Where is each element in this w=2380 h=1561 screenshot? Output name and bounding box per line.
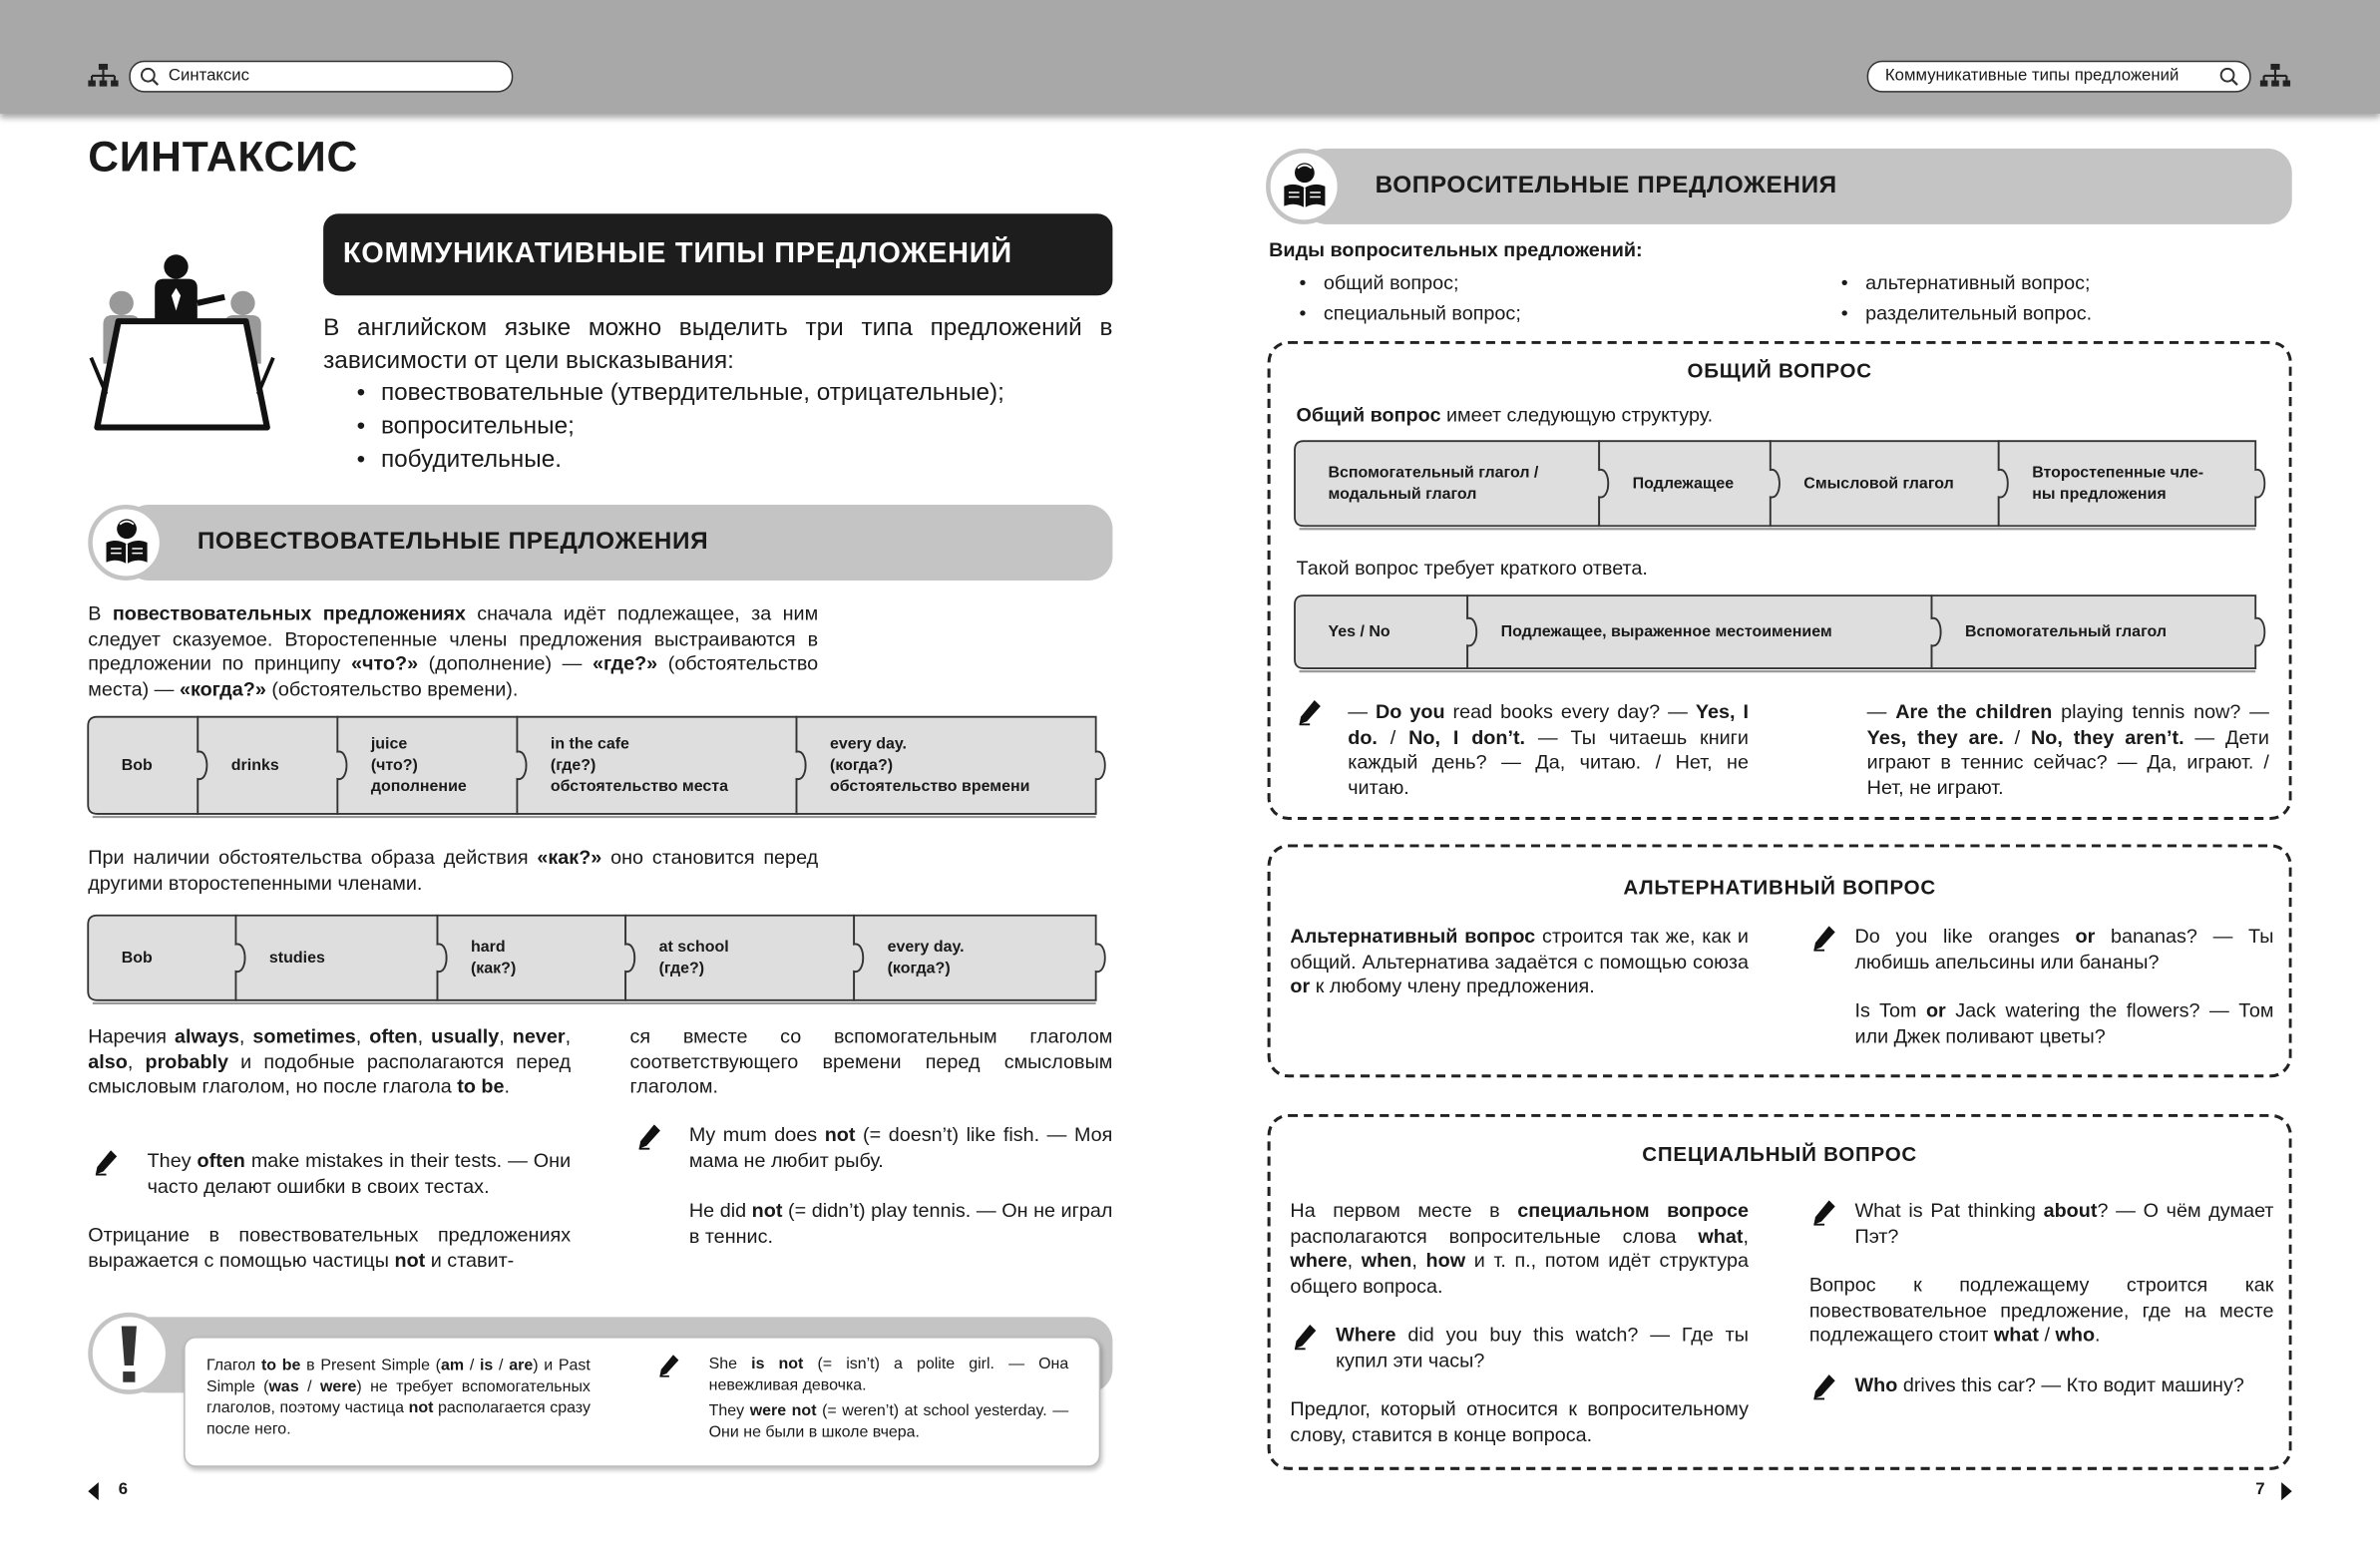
sentence-chain <box>88 715 1114 815</box>
meeting-table-illustration <box>85 251 279 436</box>
pen-icon <box>1809 925 1836 952</box>
section-title-declarative: ПОВЕСТВОВАТЕЛЬНЫЕ ПРЕДЛОЖЕНИЯ <box>125 505 1113 581</box>
chain-label: studies <box>268 949 325 968</box>
pen-icon <box>1809 1373 1836 1400</box>
chain-label: Второстепенные чле- ны предложения <box>2032 463 2204 504</box>
list-item: • общий вопрос; <box>1297 268 1753 298</box>
chain-label: hard (как?) <box>470 938 517 978</box>
sitemap-icon[interactable] <box>88 64 118 88</box>
chain-label: Вспомогательный глагол / модальный глагол <box>1328 463 1539 504</box>
pen-icon <box>655 1354 679 1377</box>
chain-label: Bob <box>121 756 153 775</box>
page-title: СИНТАКСИС <box>88 133 358 181</box>
page-number: 7 <box>2255 1480 2265 1499</box>
chain-label: at school (где?) <box>658 938 729 978</box>
search-icon <box>2219 67 2239 87</box>
special-example-who: Who drives this car? — Кто водит машину? <box>1854 1372 2244 1396</box>
alternative-text: Альтернативный вопрос строится так же, как и общий. Альтернатива задаётся с помощью союза or к любому члену предложения. <box>1290 924 1749 997</box>
reader-icon-circle <box>88 505 164 581</box>
chain-label: Подлежащее, выраженное местоимением <box>1500 622 1832 641</box>
chain-label: every day. (когда?) <box>887 938 965 978</box>
sentence-chain <box>88 914 1114 1001</box>
search-input-right[interactable] <box>1867 61 2251 93</box>
negation-paragraph: Отрицание в повествовательных предложениях выражается с помощью частицы not и ставит- <box>88 1223 572 1272</box>
reading-person-icon <box>102 517 152 567</box>
declarative-paragraph-1: В повествовательных предложениях сначала идёт подлежащее, за ним следует сказуемое. Второстепенные члены предложения выстраиваются в предложении по принципу «что?» (дополнение) — «где?» (обстоятельство места) — «когда?» (обстоятельство времени). <box>88 601 819 700</box>
search-text-right: Коммуникативные типы предложений <box>1884 66 2180 86</box>
list-item: • специальный вопрос; <box>1297 298 1753 328</box>
question-kinds-list-1 <box>1297 268 1753 329</box>
box-title: АЛЬТЕРНАТИВНЫЙ ВОПРОС <box>1623 876 1936 900</box>
reading-person-icon <box>1280 161 1330 210</box>
chain-label: drinks <box>230 756 279 775</box>
list-item: • повествовательные (утвердительные, отрицательные); <box>354 377 1113 410</box>
question-chain <box>1295 440 2273 528</box>
example-often: They often make mistakes in their tests. — Они часто делают ошибки в своих тестах. <box>147 1148 572 1197</box>
example-not-2: He did not (= didn’t) play tennis. — Он не играл в теннис. <box>688 1198 1113 1247</box>
pen-icon <box>1809 1199 1836 1226</box>
special-example-where: Where did you buy this watch? — Где ты купил эти часы? <box>1336 1323 1749 1371</box>
prev-page-arrow-icon[interactable] <box>88 1482 99 1500</box>
pen-icon <box>1290 1323 1317 1350</box>
chain-label: Yes / No <box>1328 622 1390 641</box>
example-not-1: My mum does not (= doesn’t) like fish. — Моя мама не любит рыбу. <box>688 1122 1113 1171</box>
chain-label: juice (что?) дополнение <box>370 734 467 796</box>
negation-continued: ся вместе со вспомогательным глаголом соответствующего времени перед смысловым глаголом. <box>629 1024 1113 1098</box>
pen-icon <box>1295 698 1322 725</box>
chain-label: Bob <box>121 949 153 968</box>
alternative-example-1: Do you like oranges or bananas? — Ты любишь апельсины или бананы? <box>1854 924 2274 973</box>
sentence-types-list <box>354 377 1113 477</box>
top-toolbar <box>0 0 2380 114</box>
list-item: • вопросительные; <box>354 411 1113 444</box>
answer-chain <box>1295 594 2273 670</box>
box-title: ОБЩИЙ ВОПРОС <box>1687 359 1872 382</box>
search-icon <box>140 67 160 87</box>
pen-icon <box>91 1149 118 1176</box>
general-example-1: — Do you read books every day? — Yes, I do. / No, I don’t. — Ты читаешь книги каждый день? — Да, читаю. / Нет, не читаю. <box>1348 699 1749 798</box>
short-answer-text: Такой вопрос требует краткого ответа. <box>1296 556 1648 580</box>
section-title-communicative: КОММУНИКАТИВНЫЕ ТИПЫ ПРЕДЛОЖЕНИЙ <box>323 213 1112 295</box>
note-text: Глагол to be в Present Simple (am / is / are) и Past Simple (was / were) не требует вспомогательных глаголов, поэтому частица not располагается сразу после него. <box>205 1356 591 1438</box>
preposition-text: Предлог, который относится к вопросительному слову, ставится в конце вопроса. <box>1290 1396 1749 1445</box>
question-kinds-label: Виды вопросительных предложений: <box>1269 237 1643 261</box>
chain-label: every day. (когда?) обстоятельство времени <box>830 734 1030 796</box>
search-input-left[interactable] <box>129 61 513 93</box>
question-kinds-list-2 <box>1838 268 2292 329</box>
section-title-interrogative: ВОПРОСИТЕЛЬНЫЕ ПРЕДЛОЖЕНИЯ <box>1303 149 2292 224</box>
chain-label: in the cafe (где?) обстоятельство места <box>550 734 729 796</box>
special-text: На первом месте в специальном вопросе располагаются вопросительные слова what, where, when, how и т. п., потом идёт структура общего вопроса. <box>1290 1198 1749 1297</box>
exclamation-icon <box>119 1326 140 1383</box>
chain-label: Смысловой глагол <box>1803 474 1954 493</box>
pen-icon <box>634 1123 661 1150</box>
general-example-2: — Are the children playing tennis now? — Yes, they are. / No, they aren’t. — Дети играют в теннис сейчас? — Да, играют. / Нет, не играют. <box>1866 699 2269 798</box>
adverbs-paragraph: Наречия always, sometimes, often, usually, never, also, probably и подобные располагаются перед смысловым глаголом, но после глагола to be. <box>88 1024 572 1098</box>
reader-icon-circle <box>1266 149 1342 224</box>
search-text-left: Синтаксис <box>168 66 249 86</box>
note-example-2: They were not (= weren’t) at school yesterday. — Они не были в школе вчера. <box>708 1401 1069 1441</box>
subject-question-text: Вопрос к подлежащему строится как повествовательное предложение, где на месте подлежащего стоит what / who. <box>1808 1273 2274 1347</box>
intro-text: В английском языке можно выделить три типа предложений в зависимости от цели высказывания: <box>323 315 1113 375</box>
chain-label: Подлежащее <box>1632 474 1735 493</box>
list-item: • разделительный вопрос. <box>1838 298 2292 328</box>
chain-label: Вспомогательный глагол <box>1965 622 2168 641</box>
sitemap-icon[interactable] <box>2260 64 2290 88</box>
alternative-example-2: Is Tom or Jack watering the flowers? — Том или Джек поливают цветы? <box>1854 998 2274 1047</box>
list-item: • побудительные. <box>354 444 1113 477</box>
note-example-1: She is not (= isn’t) a polite girl. — Она невежливая девочка. <box>708 1355 1069 1394</box>
warning-icon-circle <box>88 1313 170 1394</box>
page-number: 6 <box>118 1480 129 1499</box>
special-example-about: What is Pat thinking about? — О чём думает Пэт? <box>1854 1198 2274 1247</box>
general-structure-text: Общий вопрос имеет следующую структуру. <box>1296 403 1714 426</box>
declarative-paragraph-2: При наличии обстоятельства образа действия «как?» оно становится перед другими второстепенными членами. <box>88 845 819 894</box>
box-title: СПЕЦИАЛЬНЫЙ ВОПРОС <box>1642 1142 1918 1166</box>
next-page-arrow-icon[interactable] <box>2281 1482 2292 1500</box>
list-item: • альтернативный вопрос; <box>1838 268 2292 298</box>
